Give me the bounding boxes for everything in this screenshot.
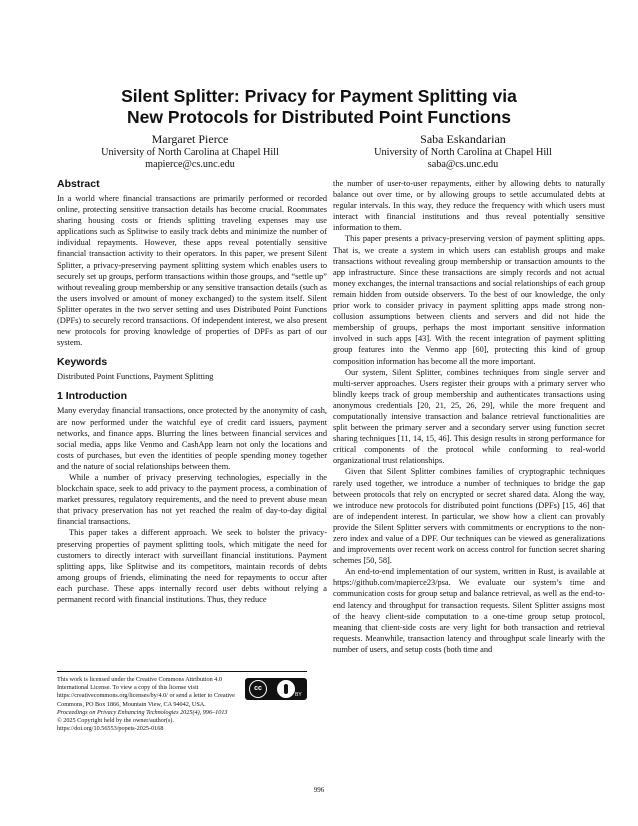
cc-icon: cc	[249, 680, 267, 698]
page-number: 996	[313, 786, 325, 794]
intro-paragraph-3: This paper takes a different approach. We seek to bolster the privacy-preserving properties of payment splitting tools, which mitigate the need for customers to directly interact with surveillant financial institutions. Payment splitting apps, like Splitwise and its competitors, maintain records of debts among groups of friends, eliminating the need for repayments to occur after each purchase. These apps internally record user debts without relying a permanent record with financial institutions. Thus, they reduce	[57, 528, 327, 604]
license-text: This work is licensed under the Creative Commons Attribution 4.0 International License. To view a copy of this license visit https://creativecommons.org/licenses/by/4.0/ or send a letter to Creative Commons, PO Box 1866, Mountain View, CA 94042, USA.	[57, 676, 235, 708]
author-affiliation: University of North Carolina at Chapel Hill	[101, 146, 279, 158]
footnote-block	[57, 671, 307, 733]
body-paragraph-5: An end-to-end implementation of our system, written in Rust, is available at https://github.com/mapierce23/psa. We evaluate our system’s time and communication costs for group setup and balance retrieval, as well as the end-to-end latency and throughput for transaction requests. Silent Splitter assigns most of the heavy client-side computation to a one-time group setup protocol, meaning that client-side costs are very light for both transaction and retrieval requests. Meanwhile, transaction latency and throughput scale linearly with the number of users, and setup costs (both time and	[333, 567, 605, 654]
copyright-text: © 2025 Copyright held by the owner/author(s).	[57, 717, 174, 725]
author-name: Saba Eskandarian	[420, 132, 506, 146]
doi-link[interactable]: https://doi.org/10.56553/popets-2025-0168	[57, 725, 164, 733]
title-line-2: New Protocols for Distributed Point Functions	[126, 107, 512, 127]
body-paragraph-2: This paper presents a privacy-preserving version of payment splitting apps. That is, we create a system in which users can establish groups and make transactions without revealing group membership or transaction amounts to the app infrastructure. Since these transactions are simply records and not actual money exchanges, the internal transactions and social relationships of each group remain hidden from outside observers. To the best of our knowledge, the only prior work to consider privacy in payment splitting apps made strong non-collusion assumptions between clients and servers and did not hide the membership of groups, perhaps the most important sensitive information involved in such apps [43]. With the recent integration of payment splitting group features into the Venmo app [60], protecting this kind of group composition information has become all the more important.	[333, 234, 605, 366]
abstract-heading: Abstract	[57, 178, 100, 190]
keywords-heading: Keywords	[57, 356, 108, 369]
abstract-text: In a world where financial transactions are primarily performed or recorded online, protecting sensitive transaction details has become crucial. Roommates sharing housing costs or friends splitting traveling expenses may use applications such as Splitwise to easily track debts and minimize the number of individual repayments. However, these apps reveal potentially sensitive financial transaction activity to their operators. In this paper, we present Silent Splitter, a privacy-preserving payment splitting system which enables users to securely set up groups, perform transactions within those groups, and “settle up” without revealing group membership or any sensitive transaction details (such as the users involved or amount of money exchanged) to the system itself. Silent Splitter operates in the two server setting and uses Distributed Point Functions (DPFs) to securely record transactions. Of independent interest, we also present new protocols for proving knowledge of properties of DPFs as part of our system.	[57, 194, 327, 348]
by-label: BY	[295, 692, 302, 698]
author-email[interactable]: mapierce@cs.unc.edu	[145, 159, 235, 171]
author-affiliation: University of North Carolina at Chapel Hill	[374, 146, 552, 158]
left-column	[57, 178, 327, 605]
proceedings-text: Proceedings on Privacy Enhancing Technologies 2025(4), 996–1013	[57, 708, 228, 716]
intro-paragraph-1: Many everyday financial transactions, once protected by the anonymity of cash, are now performed under the watchful eye of credit card issuers, payment networks, and finance apps. Blurring the lines between financial services and social media, apps like Venmo and CashApp learn not only the locations and costs of purchases, but even the identities of people spending money together and the nature of social relationships between them.	[57, 406, 327, 471]
body-paragraph-3: Our system, Silent Splitter, combines techniques from single server and multi-server approaches. Users register their groups with a primary server who blindly keeps track of group membership and authenticates transactions using anonymous credentials [20, 21, 25, 26, 29], while the more frequent and computationally intensive transaction and balance retrieval functionalities are split between the primary server and a secondary server using function secret sharing techniques [11, 14, 15, 46]. This design results in strong performance for critical components of the protocol while conforming to real-world organizational trust relationships.	[333, 367, 605, 466]
paper-title	[0, 86, 638, 128]
right-column	[333, 178, 605, 655]
author-block-2	[333, 133, 593, 172]
intro-heading: 1 Introduction	[57, 390, 127, 403]
keywords-text: Distributed Point Functions, Payment Splitting	[57, 372, 214, 382]
cc-by-badge[interactable]	[245, 678, 307, 700]
intro-paragraph-2: While a number of privacy preserving technologies, especially in the blockchain space, seek to add privacy to the payment process, a combination of market pressures, regulatory requirements, and the need to prevent abuse mean that privacy preservation has not yet reached the realm of day-to-day digital financial transactions.	[57, 472, 327, 527]
body-paragraph-4: Given that Silent Splitter combines families of cryptographic techniques rarely used together, we introduce a number of techniques to bridge the gap between protocols that rely on encrypted or secret shared data. Along the way, we introduce new protocols for distributed point functions (DPFs) [15, 46] that are of independent interest. In particular, we show how a client can provably provide the Silent Splitter servers with commitments or encryptions to the non-zero index and value of a DPF. Our techniques can be viewed as generalizations and improvements over recent work on access control for function secret sharing schemes [50, 58].	[333, 467, 605, 566]
author-name: Margaret Pierce	[151, 132, 229, 146]
title-line-1: Silent Splitter: Privacy for Payment Splitting via	[121, 86, 517, 106]
author-email[interactable]: saba@cs.unc.edu	[427, 159, 499, 171]
person-icon	[277, 680, 295, 698]
body-paragraph-1: the number of user-to-user repayments, either by allowing debts to naturally balance out over time, or by allowing groups to settle accumulated debts at regular intervals. In this way, they reduce the frequency with which users must interact with financial institutions and thus reveal potentially sensitive information to them.	[333, 179, 605, 233]
author-block-1	[60, 133, 320, 172]
